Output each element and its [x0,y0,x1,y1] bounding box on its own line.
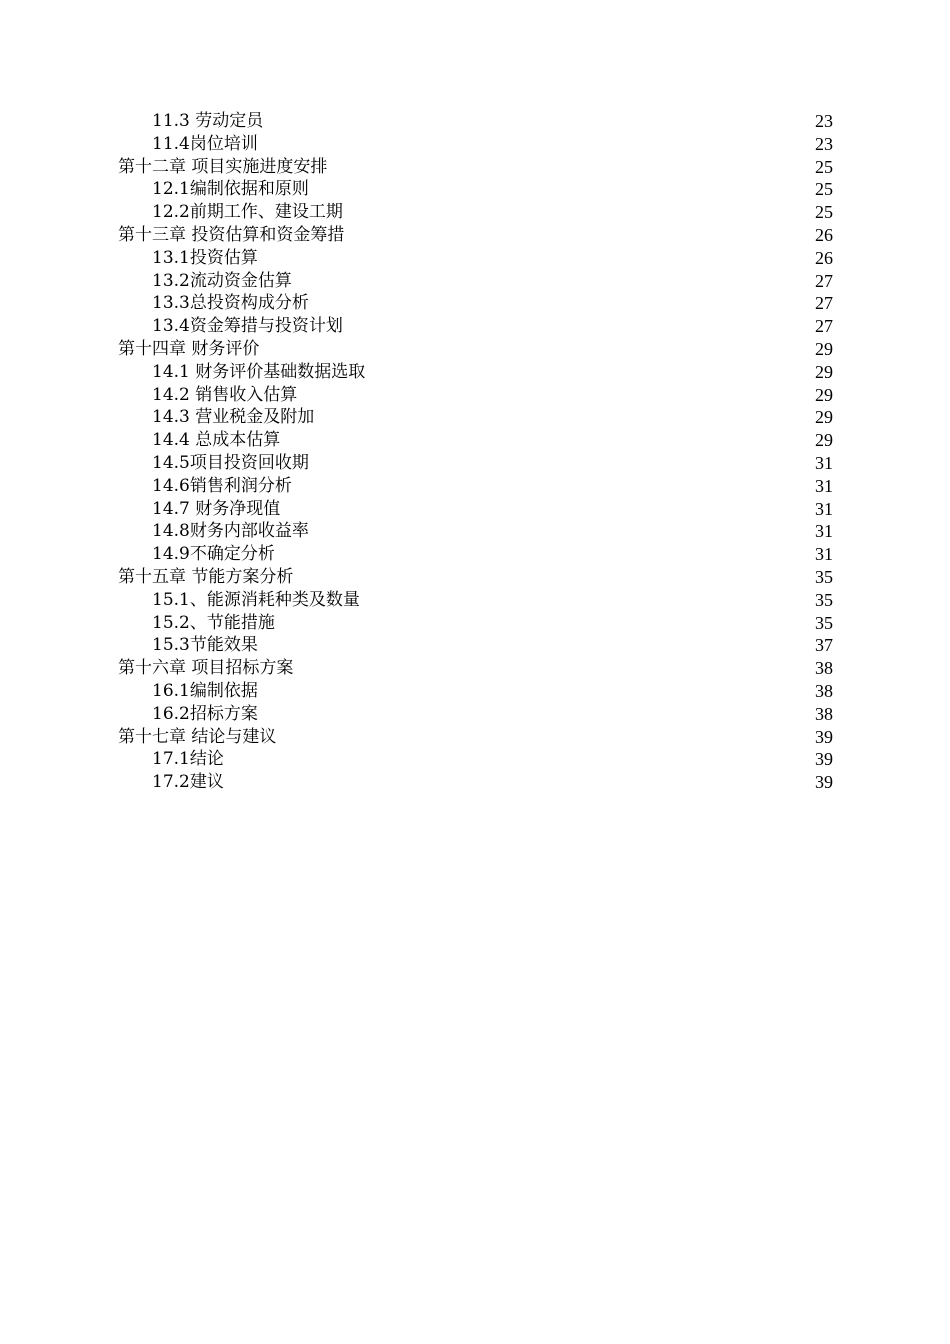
toc-entry-page: 37 [815,635,833,656]
toc-entry-title: 14.8财务内部收益率 [152,521,309,542]
toc-chapter-title: 第十六章 项目招标方案 [118,658,294,679]
toc-entry-title: 13.4资金筹措与投资计划 [152,316,343,337]
toc-entry-page: 31 [815,475,833,496]
toc-chapter[interactable] [118,224,833,247]
toc-entry[interactable] [118,384,833,407]
toc-chapter[interactable] [118,338,833,361]
toc-entry-page: 31 [815,544,833,565]
toc-entry-page: 31 [815,498,833,519]
toc-entry-page: 27 [815,293,833,314]
toc-entry[interactable] [118,771,833,794]
toc-entry-page: 29 [815,430,833,451]
toc-chapter-page: 26 [815,224,833,245]
toc-entry-page: 25 [815,202,833,223]
toc-entry[interactable] [118,589,833,612]
toc-entry-page: 31 [815,521,833,542]
toc-entry[interactable] [118,247,833,270]
toc-entry[interactable] [118,543,833,566]
toc-entry-page: 39 [815,749,833,770]
toc-entry-title: 17.1结论 [152,749,224,770]
toc-entry-title: 16.2招标方案 [152,703,258,724]
toc-entry-title: 14.5项目投资回收期 [152,452,309,473]
toc-chapter-title: 第十三章 投资估算和资金筹措 [118,224,345,245]
toc-entry-page: 27 [815,270,833,291]
toc-chapter-title: 第十五章 节能方案分析 [118,566,294,587]
toc-entry[interactable] [118,315,833,338]
toc-chapter-title: 第十七章 结论与建议 [118,726,277,747]
toc-entry-title: 14.2 销售收入估算 [152,384,298,405]
toc-entry[interactable] [118,475,833,498]
toc-entry-page: 39 [815,772,833,793]
toc-entry-title: 13.3总投资构成分析 [152,293,309,314]
toc-entry-title: 14.6销售利润分析 [152,475,292,496]
toc-entry[interactable] [118,429,833,452]
toc-entry-page: 27 [815,316,833,337]
toc-entry-page: 25 [815,179,833,200]
toc-entry-title: 16.1编制依据 [152,680,258,701]
toc-chapter[interactable] [118,566,833,589]
toc-entry-page: 29 [815,407,833,428]
toc-entry-title: 15.2、节能措施 [152,612,275,633]
toc-entry[interactable] [118,748,833,771]
toc-entry[interactable] [118,292,833,315]
toc-entry-page: 23 [815,133,833,154]
toc-entry[interactable] [118,498,833,521]
table-of-contents [118,110,833,794]
toc-chapter[interactable] [118,726,833,749]
toc-entry-page: 38 [815,680,833,701]
toc-entry-title: 15.3节能效果 [152,635,258,656]
toc-chapter-page: 35 [815,566,833,587]
toc-entry[interactable] [118,270,833,293]
toc-chapter-page: 25 [815,156,833,177]
toc-entry[interactable] [118,361,833,384]
toc-entry-title: 14.9不确定分析 [152,544,275,565]
toc-chapter[interactable] [118,657,833,680]
toc-entry-page: 35 [815,612,833,633]
toc-entry[interactable] [118,612,833,635]
toc-entry[interactable] [118,634,833,657]
toc-entry-page: 29 [815,384,833,405]
toc-entry-title: 13.1投资估算 [152,247,258,268]
toc-chapter-page: 39 [815,726,833,747]
toc-entry-title: 17.2建议 [152,772,224,793]
toc-entry-title: 14.4 总成本估算 [152,430,281,451]
toc-entry-title: 14.7 财务净现值 [152,498,281,519]
toc-entry-page: 26 [815,247,833,268]
toc-entry[interactable] [118,520,833,543]
toc-entry[interactable] [118,178,833,201]
toc-chapter[interactable] [118,156,833,179]
toc-chapter-title: 第十四章 财务评价 [118,338,260,359]
toc-entry-title: 12.1编制依据和原则 [152,179,309,200]
toc-entry[interactable] [118,133,833,156]
toc-entry-page: 38 [815,703,833,724]
toc-entry[interactable] [118,110,833,133]
toc-entry[interactable] [118,680,833,703]
toc-entry-title: 14.1 财务评价基础数据选取 [152,361,366,382]
toc-entry[interactable] [118,452,833,475]
toc-entry-title: 11.3 劳动定员 [152,111,264,131]
toc-entry-title: 14.3 营业税金及附加 [152,407,315,428]
toc-chapter-page: 29 [815,338,833,359]
toc-entry-page: 31 [815,452,833,473]
toc-chapter-page: 38 [815,658,833,679]
toc-chapter-title: 第十二章 项目实施进度安排 [118,156,328,177]
toc-entry[interactable] [118,703,833,726]
toc-entry-page: 23 [815,111,833,131]
toc-entry-page: 29 [815,361,833,382]
toc-entry-title: 15.1、能源消耗种类及数量 [152,589,360,610]
toc-entry[interactable] [118,201,833,224]
toc-entry[interactable] [118,406,833,429]
toc-entry-title: 11.4岗位培训 [152,133,258,154]
toc-entry-title: 13.2流动资金估算 [152,270,292,291]
toc-entry-title: 12.2前期工作、建设工期 [152,202,343,223]
toc-entry-page: 35 [815,589,833,610]
